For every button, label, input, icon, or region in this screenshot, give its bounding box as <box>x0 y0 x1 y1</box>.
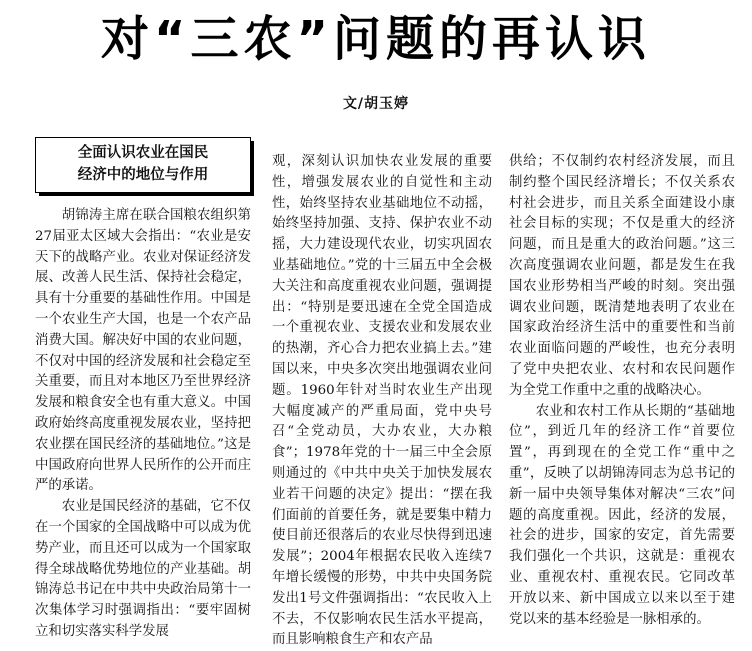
paragraph: 农业和农村工作从长期的“基础地位”，到近几年的经济工作“首要位置”，再到现在的全党工作“重中之重”，反映了以胡锦涛同志为总书记的新一届中央领导集体对解决“三农”问题的高度重视。因此，经济的发展，社会的进步，国家的安定，首先需要我们强化一个共识，这就是：重视农业、重视农村、重视农民。它同改革开放以来、新中国成立以来以至于建党以来的基本经验是一脉相承的。 <box>509 403 735 627</box>
text-column-2 <box>272 152 492 648</box>
article-title: 对“三农”问题的再认识 <box>100 11 652 67</box>
section-heading-line-1: 全面认识农业在国民 <box>77 145 209 161</box>
article-author: 文/胡玉婷 <box>342 96 410 112</box>
text-column-1 <box>35 137 251 639</box>
section-heading-box <box>35 137 251 193</box>
paragraph: 农业是国民经济的基础，它不仅在一个国家的全国战略中可以成为优势产业，而且还可以成为一个国家取得全球战略优势地位的产业基础。胡锦涛总书记在中共中央政治局第十一次集体学习时强调指出：“要牢固树立和切实落实科学发展 <box>35 499 251 639</box>
paragraph: 胡锦涛主席在联合国粮农组织第27届亚太区域大会指出：“农业是安天下的战略产业。农业对保证经济发展、改善人民生活、保持社会稳定，具有十分重要的基础性作用。中国是一个农业生产大国，也是一个农产品消费大国。解决好中国的农业问题，不仅对中国的经济发展和社会稳定至关重要，而且对本地区乃至世界经济发展和粮食安全也有重大意义。中国政府始终高度重视发展农业，坚持把农业摆在国民经济的基础地位。”这是中国政府向世界人民所作的公开而庄严的承诺。 <box>35 208 251 494</box>
paragraph-continued: 观，深刻认识加快农业发展的重要性，增强发展农业的自觉性和主动性，始终坚持农业基础地位不动摇，始终坚持加强、支持、保护农业不动摇，大力建设现代农业，切实巩固农业基础地位。”党的十三届五中全会极大关注和高度重视农业问题，强调提出：“特别是要迅速在全党全国造成一个重视农业、支援农业和发展农业的热潮，齐心合力把农业搞上去。”建国以来，中央多次突出地强调农业问题。1960年针对当时农业生产出现大幅度减产的严重局面，党中央号召“全党动员，大办农业，大办粮食”；1978年党的十一届三中全会原则通过的《中共中央关于加快发展农业若干问题的决定》提出：“摆在我们面前的首要任务，就是要集中精力使目前还很落后的农业尽快得到迅速发展”；2004年根据农民收入连续7年增长缓慢的形势，中共中央国务院发出1号文件强调指出：“农民收入上不去，不仅影响农民生活水平提高，而且影响粮食生产和农产品 <box>272 154 492 648</box>
paragraph-continued: 供给；不仅制约农村经济发展，而且制约整个国民经济增长；不仅关系农村社会进步，而且关系全面建设小康社会目标的实现；不仅是重大的经济问题，而且是重大的政治问题。”这三次高度强调农业问题，都是发生在我国农业形势相当严峻的时刻。突出强调农业问题，既清楚地表明了农业在国家政治经济生活中的重要性和当前农业面临问题的严峻性，也充分表明了党中央把农业、农村和农民问题作为全党工作重中之重的战略决心。 <box>509 154 735 398</box>
text-column-3 <box>509 152 735 627</box>
section-heading-line-2: 经济中的地位与作用 <box>77 167 209 183</box>
